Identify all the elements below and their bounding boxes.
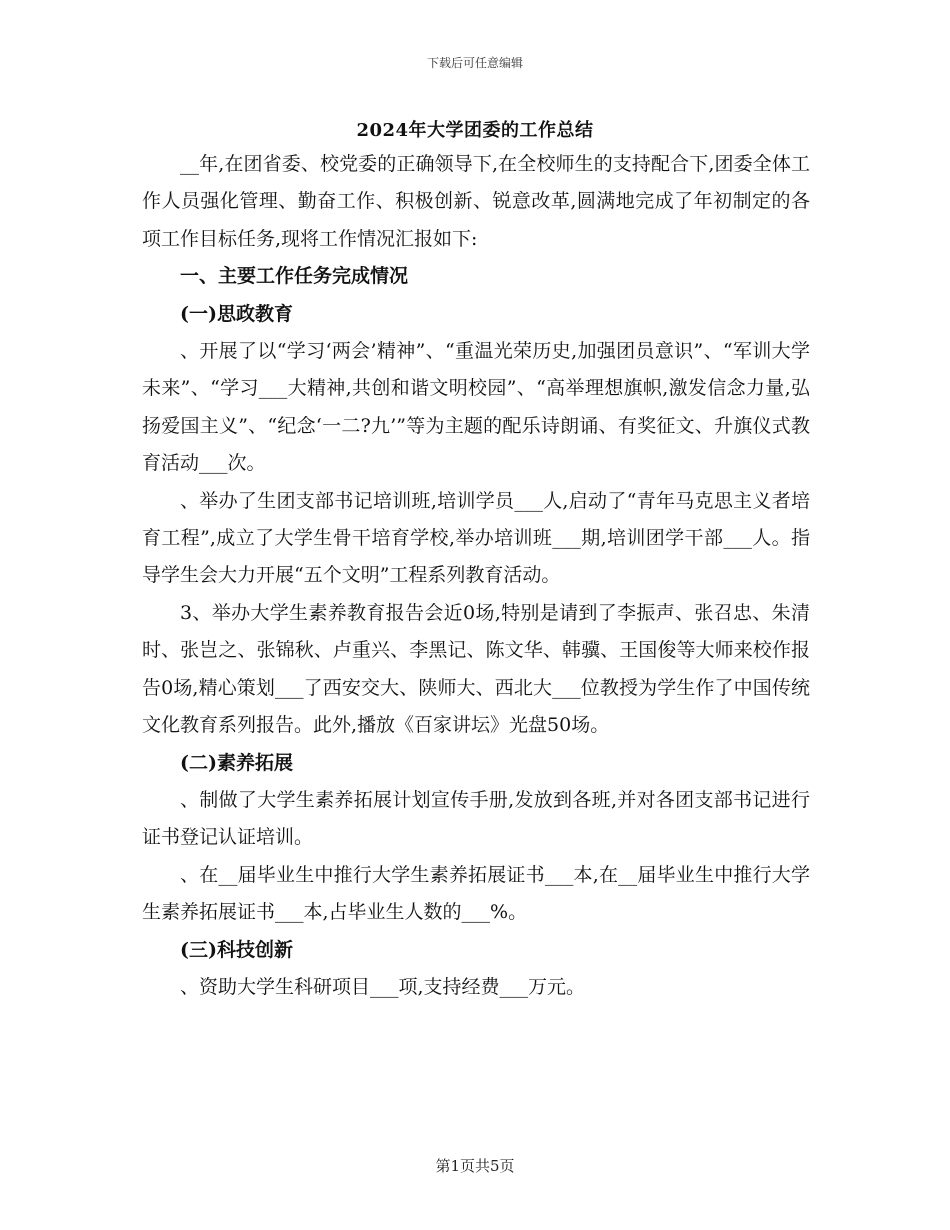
document-title: 2024年大学团委的工作总结: [356, 120, 594, 141]
document-body: [142, 146, 810, 1006]
body-paragraph: 、制做了大学生素养拓展计划宣传手册,发放到各班,并对各团支部书记进行证书登记认证培训。: [142, 788, 810, 849]
intro-paragraph: __年,在团省委、校党委的正确领导下,在全校师生的支持配合下,团委全体工作人员强化管理、勤奋工作、积极创新、锐意改革,圆满地完成了年初制定的各项工作目标任务,现将工作情况汇报如下:: [142, 153, 810, 250]
subsection-heading: (二)素养拓展: [180, 751, 293, 774]
body-paragraph: 3、举办大学生素养教育报告会近0场,特别是请到了李振声、张召忠、朱清时、张岂之、张锦秋、卢重兴、李黑记、陈文华、韩骥、王国俊等大师来校作报告0场,精心策划___了西安交大、陕师大、西北大___位教授为学生作了中国传统文化教育系列报告。此外,播放《百家讲坛》光盘50场。: [142, 601, 810, 737]
page-header-note: 下载后可任意编辑: [426, 56, 523, 70]
body-paragraph: 、资助大学生科研项目___项,支持经费___万元。: [180, 975, 586, 998]
subsection-heading: (一)思政教育: [180, 302, 293, 325]
body-paragraph: 、开展了以“学习‘两会’精神”、“重温光荣历史,加强团员意识”、“军训大学未来”、“学习___大精神,共创和谐文明校园”、“高举理想旗帜,激发信念力量,弘扬爱国主义”、“纪念‘一二?九’”等为主题的配乐诗朗诵、有奖征文、升旗仪式教育活动___次。: [142, 340, 810, 475]
body-paragraph: 、在__届毕业生中推行大学生素养拓展证书___本,在__届毕业生中推行大学生素养拓展证书___本,占毕业生人数的___%。: [142, 863, 810, 924]
body-paragraph: 、举办了生团支部书记培训班,培训学员___人,启动了“青年马克思主义者培育工程”,成立了大学生骨干培育学校,举办培训班___期,培训团学干部___人。指导学生会大力开展“五个文明”工程系列教育活动。: [142, 489, 810, 587]
page-number: 第1页共5页: [435, 1157, 515, 1175]
subsection-heading: (三)科技创新: [180, 938, 293, 961]
section-heading: 一、主要工作任务完成情况: [180, 265, 409, 288]
